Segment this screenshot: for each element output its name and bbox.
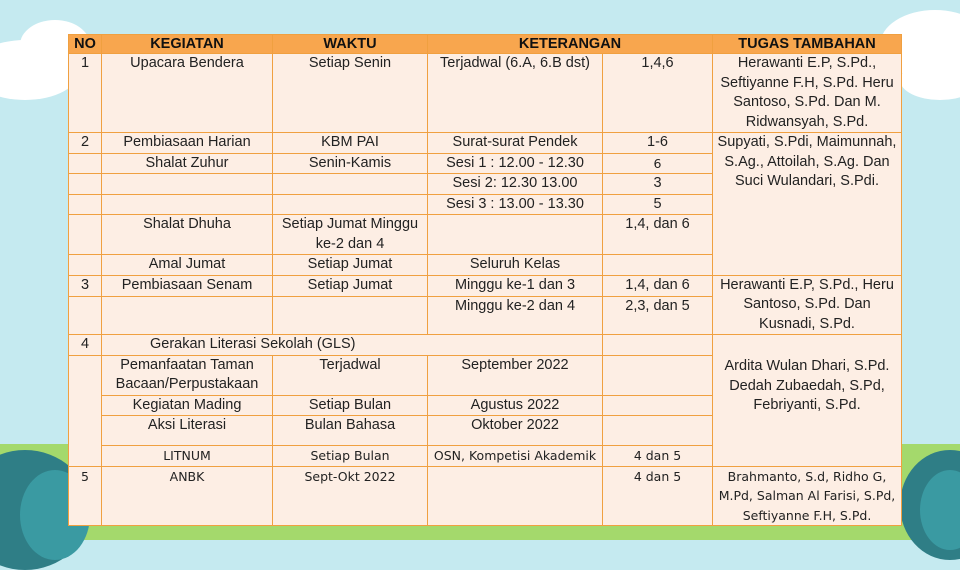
cell-no xyxy=(69,153,102,174)
cell-no xyxy=(69,355,102,466)
cell-kelas xyxy=(603,395,713,416)
cell-tugas: Herawanti E.P, S.Pd., Seftiyanne F.H, S.Pd. Heru Santoso, S.Pd. Dan M. Ridwansyah, S.Pd. xyxy=(713,54,902,133)
cell-kegiatan: Gerakan Literasi Sekolah (GLS) xyxy=(102,335,603,356)
cell-keterangan: Oktober 2022 xyxy=(428,416,603,446)
cell-kegiatan: Upacara Bendera xyxy=(102,54,273,133)
cell-keterangan xyxy=(428,466,603,526)
table-row xyxy=(69,133,902,154)
cell-keterangan: September 2022 xyxy=(428,355,603,395)
cell-kegiatan: Pemanfaatan Taman Bacaan/Perpustakaan xyxy=(102,355,273,395)
cell-kelas: 1,4, dan 6 xyxy=(603,215,713,255)
cell-kelas: 6 xyxy=(603,153,713,174)
cell-keterangan: OSN, Kompetisi Akademik xyxy=(428,446,603,467)
cell-tugas: Herawanti E.P, S.Pd., Heru Santoso, S.Pd. Dan Kusnadi, S.Pd. xyxy=(713,275,902,335)
cell-kelas: 5 xyxy=(603,194,713,215)
cell-waktu: Setiap Senin xyxy=(273,54,428,133)
cell-waktu: Setiap Jumat Minggu ke-2 dan 4 xyxy=(273,215,428,255)
cell-no xyxy=(69,215,102,255)
cell-keterangan: Seluruh Kelas xyxy=(428,255,603,276)
cell-kelas: 1-6 xyxy=(603,133,713,154)
table-row xyxy=(69,54,902,133)
cell-keterangan xyxy=(428,215,603,255)
cell-kegiatan: Kegiatan Mading xyxy=(102,395,273,416)
table-row xyxy=(69,335,902,356)
cell-waktu: Setiap Jumat xyxy=(273,275,428,297)
cell-keterangan: Terjadwal (6.A, 6.B dst) xyxy=(428,54,603,133)
cell-waktu: Setiap Bulan xyxy=(273,446,428,467)
cell-kelas: 4 dan 5 xyxy=(603,466,713,526)
cell-kelas: 4 dan 5 xyxy=(603,446,713,467)
cell-keterangan: Minggu ke-2 dan 4 xyxy=(428,297,603,335)
activity-table-wrapper xyxy=(68,34,902,526)
table-row xyxy=(69,466,902,526)
cell-no: 4 xyxy=(69,335,102,356)
cloud-right-2 xyxy=(900,60,960,100)
cell-no: 2 xyxy=(69,133,102,154)
cell-waktu: Bulan Bahasa xyxy=(273,416,428,446)
cell-waktu xyxy=(273,297,428,335)
cell-kegiatan: Pembiasaan Harian xyxy=(102,133,273,154)
cell-tugas: Brahmanto, S.d, Ridho G, M.Pd, Salman Al Farisi, S.Pd, Seftiyanne F.H, S.Pd. xyxy=(713,466,902,526)
cell-no: 1 xyxy=(69,54,102,133)
header-tugas-tambahan: TUGAS TAMBAHAN xyxy=(713,35,902,54)
cell-kegiatan xyxy=(102,194,273,215)
cell-keterangan: Surat-surat Pendek xyxy=(428,133,603,154)
cell-kelas: 1,4, dan 6 xyxy=(603,275,713,297)
cell-no xyxy=(69,255,102,276)
table-row xyxy=(69,275,902,297)
cell-waktu: KBM PAI xyxy=(273,133,428,154)
cell-keterangan: Sesi 3 : 13.00 - 13.30 xyxy=(428,194,603,215)
cell-kelas xyxy=(603,355,713,395)
cell-kelas xyxy=(603,255,713,276)
activity-table xyxy=(68,34,902,526)
cell-tugas: Supyati, S.Pdi, Maimunnah, S.Ag., Attoilah, S.Ag. Dan Suci Wulandari, S.Pdi. xyxy=(713,133,902,276)
cell-keterangan: Sesi 2: 12.30 13.00 xyxy=(428,174,603,195)
cell-kegiatan: Aksi Literasi xyxy=(102,416,273,446)
header-kegiatan: KEGIATAN xyxy=(102,35,273,54)
cell-kelas xyxy=(603,416,713,446)
cell-kelas: 2,3, dan 5 xyxy=(603,297,713,335)
cell-waktu xyxy=(273,194,428,215)
cell-waktu: Terjadwal xyxy=(273,355,428,395)
cell-kegiatan xyxy=(102,297,273,335)
cell-kelas: 3 xyxy=(603,174,713,195)
cell-no xyxy=(69,174,102,195)
cell-kegiatan: ANBK xyxy=(102,466,273,526)
cell-kelas: 1,4,6 xyxy=(603,54,713,133)
cell-kegiatan: Pembiasaan Senam xyxy=(102,275,273,297)
cell-waktu: Setiap Jumat xyxy=(273,255,428,276)
cell-no: 5 xyxy=(69,466,102,526)
cell-kegiatan: LITNUM xyxy=(102,446,273,467)
cell-waktu: Senin-Kamis xyxy=(273,153,428,174)
cell-kegiatan xyxy=(102,174,273,195)
cell-kelas xyxy=(603,335,713,356)
cell-no xyxy=(69,297,102,335)
table-header-row xyxy=(69,35,902,54)
cell-keterangan: Agustus 2022 xyxy=(428,395,603,416)
cell-kegiatan: Shalat Zuhur xyxy=(102,153,273,174)
cell-waktu: Sept-Okt 2022 xyxy=(273,466,428,526)
cell-keterangan: Sesi 1 : 12.00 - 12.30 xyxy=(428,153,603,174)
cell-tugas: Ardita Wulan Dhari, S.Pd. Dedah Zubaedah, S.Pd, Febriyanti, S.Pd. xyxy=(713,335,902,467)
cell-kegiatan: Amal Jumat xyxy=(102,255,273,276)
header-waktu: WAKTU xyxy=(273,35,428,54)
cell-waktu: Setiap Bulan xyxy=(273,395,428,416)
cell-keterangan: Minggu ke-1 dan 3 xyxy=(428,275,603,297)
cell-waktu xyxy=(273,174,428,195)
cell-kegiatan: Shalat Dhuha xyxy=(102,215,273,255)
cell-no xyxy=(69,194,102,215)
header-no: NO xyxy=(69,35,102,54)
header-keterangan: KETERANGAN xyxy=(428,35,713,54)
cell-no: 3 xyxy=(69,275,102,297)
